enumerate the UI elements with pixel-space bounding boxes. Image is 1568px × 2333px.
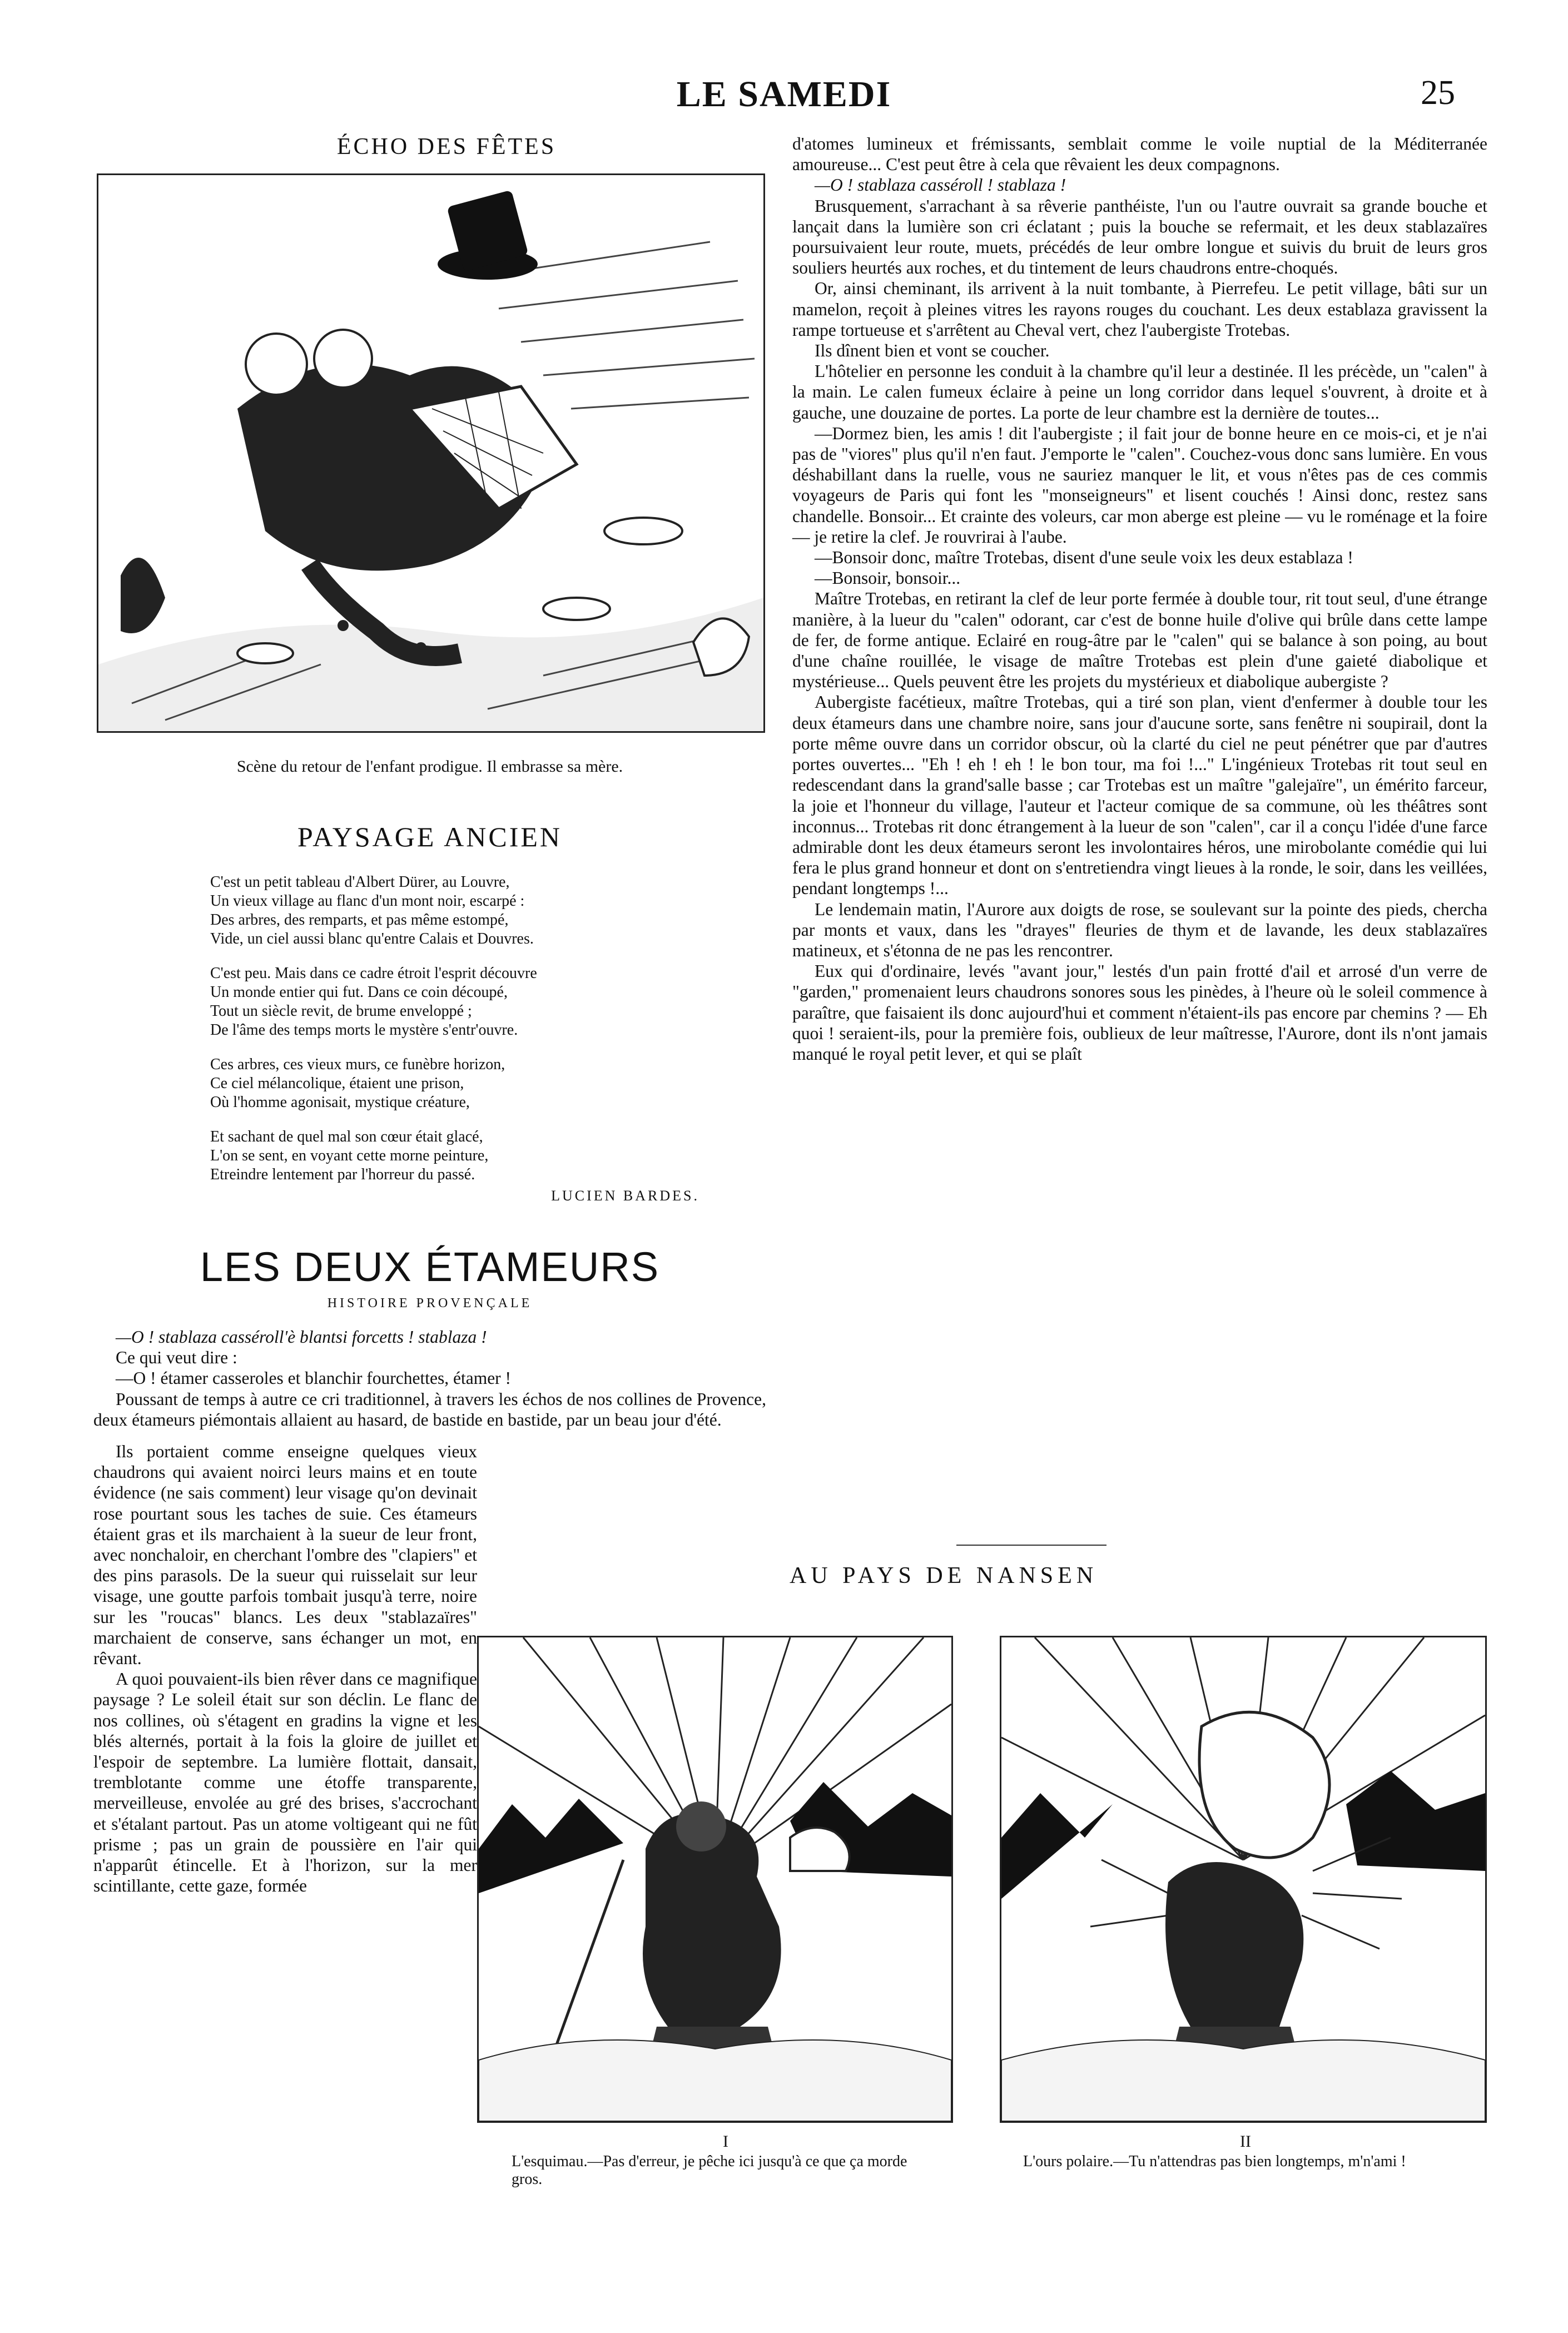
poem-stanza-4: [210, 1128, 711, 1184]
story-paragraph: Aubergiste facétieux, maître Trotebas, qui a tiré son plan, vient d'enfermer à double tour les deux étameurs dans une chambre noire, sans jour d'aucune sorte, sans fenêtre ni soupirail, dont la porte même ouvre dans un corridor obscur, où la clarté du ciel ne peut pénétrer que par d'autres portes ouvertes... "Eh ! eh ! eh ! le bon tour, ma foi !..." L'ingénieux Trotebas rit tout seul en redescendant dans la grand'salle basse ; car Trotebas est un maître "galejaïre", un émérito farceur, la joie et l'honneur du village, l'auteur et l'acteur comique de sa commune, où les théâtres sont inconnus... Trotebas rit donc étrangement à la lueur de son "calen", car il a conçu l'idée d'une farce admirable dont les deux étameurs seront les involontaires héros, une mirobolante comédie qui lui fera le plus grand honneur et dont on s'entretiendra vingt lieues à la ronde, le soir, dans les veillées, pendant longtemps !...: [792, 692, 1487, 899]
story-paragraph: Poussant de temps à autre ce cri traditionnel, à travers les échos de nos collines de Provence, deux étameurs piémontais allaient au hasard, de bastide en bastide, par un beau jour d'été.: [93, 1389, 766, 1429]
story-paragraph: —Dormez bien, les amis ! dit l'aubergiste ; il fait jour de bonne heure en ce mois-ci, et je n'ai pas de "viores" plus qu'il n'en faut. J'emporte le "calen". Couchez-vous donc sans lumière. En vous déshabillant dans la ruelle, vous ne sauriez manquer le lit, et vous n'êtes pas de ces commis voyageurs de Paris qui font les "monseigneurs" et lisent couchés ! Ainsi donc, restez sans chandelle. Bonsoir... Et crainte des voleurs, car mon aberge est pleine — vu le roménage et la foire — je retire la clef. Je rouvrirai à l'aube.: [792, 423, 1487, 547]
story-paragraph: —Bonsoir donc, maître Trotebas, disent d'une seule voix les deux establaza !: [815, 548, 1353, 568]
poem-stanza-1: [210, 873, 711, 949]
newspaper-title: LE SAMEDI: [676, 74, 892, 115]
nansen-caption-1: [512, 2133, 940, 2188]
story-paragraph: Ce qui veut dire :: [116, 1348, 237, 1368]
poem-line: Un vieux village au flanc d'un mont noir, escarpé :: [210, 892, 525, 910]
echo-heading: ÉCHO DES FÊTES: [336, 134, 557, 160]
poem-line: Où l'homme agonisait, mystique créature,: [210, 1094, 470, 1111]
section-divider: [956, 1545, 1106, 1546]
echo-caption: Scène du retour de l'enfant prodigue. Il embrasse sa mère.: [236, 757, 623, 776]
poem-stanza-2: [210, 964, 711, 1040]
panel-number: I: [723, 2132, 728, 2151]
story-paragraph: Le lendemain matin, l'Aurore aux doigts de rose, se soulevant sur la pointe des pieds, chercha par monts et vaux, dans les "drayes" fleuries de thym et de lavande, les deux stablazaïres matineux, et s'étonna de ne pas les rencontrer.: [792, 899, 1487, 960]
poem-line: Un monde entier qui fut. Dans ce coin découpé,: [210, 984, 508, 1001]
nansen-heading: AU PAYS DE NANSEN: [790, 1563, 1098, 1589]
page-header: [0, 0, 1568, 128]
prodigal-son-drawing: [98, 175, 763, 731]
poem-body: [210, 873, 711, 1204]
story-paragraph: —O ! stablaza casséroll'è blantsi forcetts ! stablaza !: [116, 1327, 487, 1347]
poem-line: Des arbres, des remparts, et pas même estompé,: [210, 911, 509, 929]
story-paragraph: L'hôtelier en personne les conduit à la chambre qu'il leur a destinée. Il les précède, un "calen" à la main. Le calen fumeux éclaire à peine un long corridor dans lequel s'ouvrent, à droite et à gauche, une douzaine de portes. La porte de leur chambre est la dernière de toutes...: [792, 361, 1487, 423]
story-narrow-column: [93, 1441, 477, 1896]
nansen-caption-2: [1023, 2133, 1468, 2171]
poem-line: L'on se sent, en voyant cette morne peinture,: [210, 1147, 489, 1164]
story-paragraph: Ils dînent bien et vont se coucher.: [815, 341, 1050, 361]
left-column: [93, 133, 766, 1896]
poem-stanza-3: [210, 1055, 711, 1112]
panel-number: II: [1240, 2132, 1251, 2151]
story-paragraph: A quoi pouvaient-ils bien rêver dans ce magnifique paysage ? Le soleil était sur son déclin. Le flanc de nos collines, où s'étagent en gradins la vigne et les blés alternés, portait à la fois la gloire de juillet et l'espoir de septembre. La lumière flottait, dansait, tremblotante comme une étoffe transparente, merveilleuse, envolée au gré des brises, s'accrochant et s'étalant partout. Pas un atome voltigeant qui ne fût prisme ; pas un grain de poussière en l'air qui n'apparût étincelle. Et à l'horizon, sur la mer scintillante, cette gaze, formée: [93, 1669, 477, 1896]
poem-line: Ces arbres, ces vieux murs, ce funèbre horizon,: [210, 1056, 505, 1073]
poem-line: C'est peu. Mais dans ce cadre étroit l'esprit découvre: [210, 965, 537, 982]
story-intro: [93, 1327, 766, 1430]
poem-line: De l'âme des temps morts le mystère s'entr'ouvre.: [210, 1021, 518, 1039]
story-paragraph: —O ! stablaza casséroll ! stablaza !: [815, 175, 1066, 195]
story-paragraph: Brusquement, s'arrachant à sa rêverie panthéiste, l'un ou l'autre ouvrait sa grande bouche et lançait dans la lumière son cri éclatant ; puis la bouche se refermait, et les deux stablazaïres poursuivaient leur route, muets, précédés de leur ombre longue et suivis du bruit de leurs gros souliers heurtés aux roches, et du tintement de leurs chaudrons entre-choqués.: [792, 196, 1487, 278]
page-number: 25: [1421, 74, 1455, 112]
right-column: [792, 133, 1487, 1064]
story-subtitle: HISTOIRE PROVENÇALE: [327, 1296, 533, 1311]
poem-line: Ce ciel mélancolique, étaient une prison,: [210, 1075, 464, 1092]
story-paragraph: —O ! étamer casseroles et blanchir fourchettes, étamer !: [116, 1368, 512, 1388]
nansen-panel-2: [1000, 1636, 1487, 2123]
poem-title: PAYSAGE ANCIEN: [297, 821, 563, 852]
story-paragraph: d'atomes lumineux et frémissants, semblait comme le voile nuptial de la Méditerranée amoureuse... C'est peut être à cela que rêvaient les deux compagnons.: [792, 134, 1487, 175]
nansen-panel-1: [477, 1636, 953, 2123]
panel-caption-text: L'esquimau.—Pas d'erreur, je pêche ici jusqu'à ce que ça morde gros.: [512, 2153, 907, 2188]
polar-bear-drawing: [1001, 1637, 1485, 2121]
story-paragraph: —Bonsoir, bonsoir...: [815, 568, 961, 588]
poem-author: LUCIEN BARDES.: [551, 1188, 699, 1204]
poem-line: Etreindre lentement par l'horreur du passé.: [210, 1166, 475, 1183]
eskimo-fishing-drawing: [479, 1637, 951, 2121]
top-hat-icon: [438, 190, 538, 280]
poem-line: Vide, un ciel aussi blanc qu'entre Calais et Douvres.: [210, 930, 534, 947]
story-title: LES DEUX ÉTAMEURS: [200, 1244, 660, 1290]
story-paragraph: Ils portaient comme enseigne quelques vieux chaudrons qui avaient noirci leurs mains et en toute évidence (ne sais comment) leur visage qu'on devinait rose pourtant sous les taches de suie. Ces étameurs étaient gras et ils marchaient à la sueur de leur front, avec nonchaloir, en cherchant l'ombre des "clapiers" et des pins parasols. De la sueur qui ruisselait sur leur visage, une goutte parfois tombait jusqu'à terre, noire sur les "roucas" blancs. Les deux "stablazaïres" marchaient de conserve, sans échanger un mot, en rêvant.: [93, 1442, 477, 1669]
echo-illustration: [97, 173, 765, 733]
poem-line: C'est un petit tableau d'Albert Dürer, au Louvre,: [210, 873, 510, 891]
story-paragraph: Maître Trotebas, en retirant la clef de leur porte fermée à double tour, rit tout seul, d'une étrange manière, à la lueur du "calen" odorant, car c'est de bonne huile d'olive qui brûle dans cette lampe de fer, de forme antique. Eclairé en roug-âtre par le "calen" qui se balance à son poing, au bout d'une chaîne rouillée, le visage de maître Trotebas est plein d'une gaieté diabolique et mystérieuse... Quels peuvent être les projets du mystérieux et diabolique aubergiste ?: [792, 589, 1487, 692]
story-paragraph: Eux qui d'ordinaire, levés "avant jour," lestés d'un pain frotté d'ail et arrosé d'un verre de "garden," promenaient leurs chaudrons sonores sous les pinèdes, à l'heure où le soleil commence à paraître, que faisaient ils donc aujourd'hui et comment n'étaient-ils pas encore par chemins ? — Eh quoi ! seraient-ils, pour la première fois, oublieux de leur maîtresse, l'Aurore, dont ils n'ont jamais manqué le royal petit lever, et qui se plaît: [792, 961, 1487, 1064]
panel-caption-text: L'ours polaire.—Tu n'attendras pas bien longtemps, m'n'ami !: [1023, 2153, 1406, 2170]
story-paragraph: Or, ainsi cheminant, ils arrivent à la nuit tombante, à Pierrefeu. Le petit village, bâti sur un mamelon, reçoit à pleines vitres les rayons rouges du couchant. Les deux establaza gravissent la rampe tortueuse et s'arrêtent au Cheval vert, chez l'aubergiste Trotebas.: [792, 279, 1487, 340]
poem-line: Tout un siècle revit, de brume enveloppé ;: [210, 1002, 472, 1020]
poem-line: Et sachant de quel mal son cœur était glacé,: [210, 1128, 483, 1145]
